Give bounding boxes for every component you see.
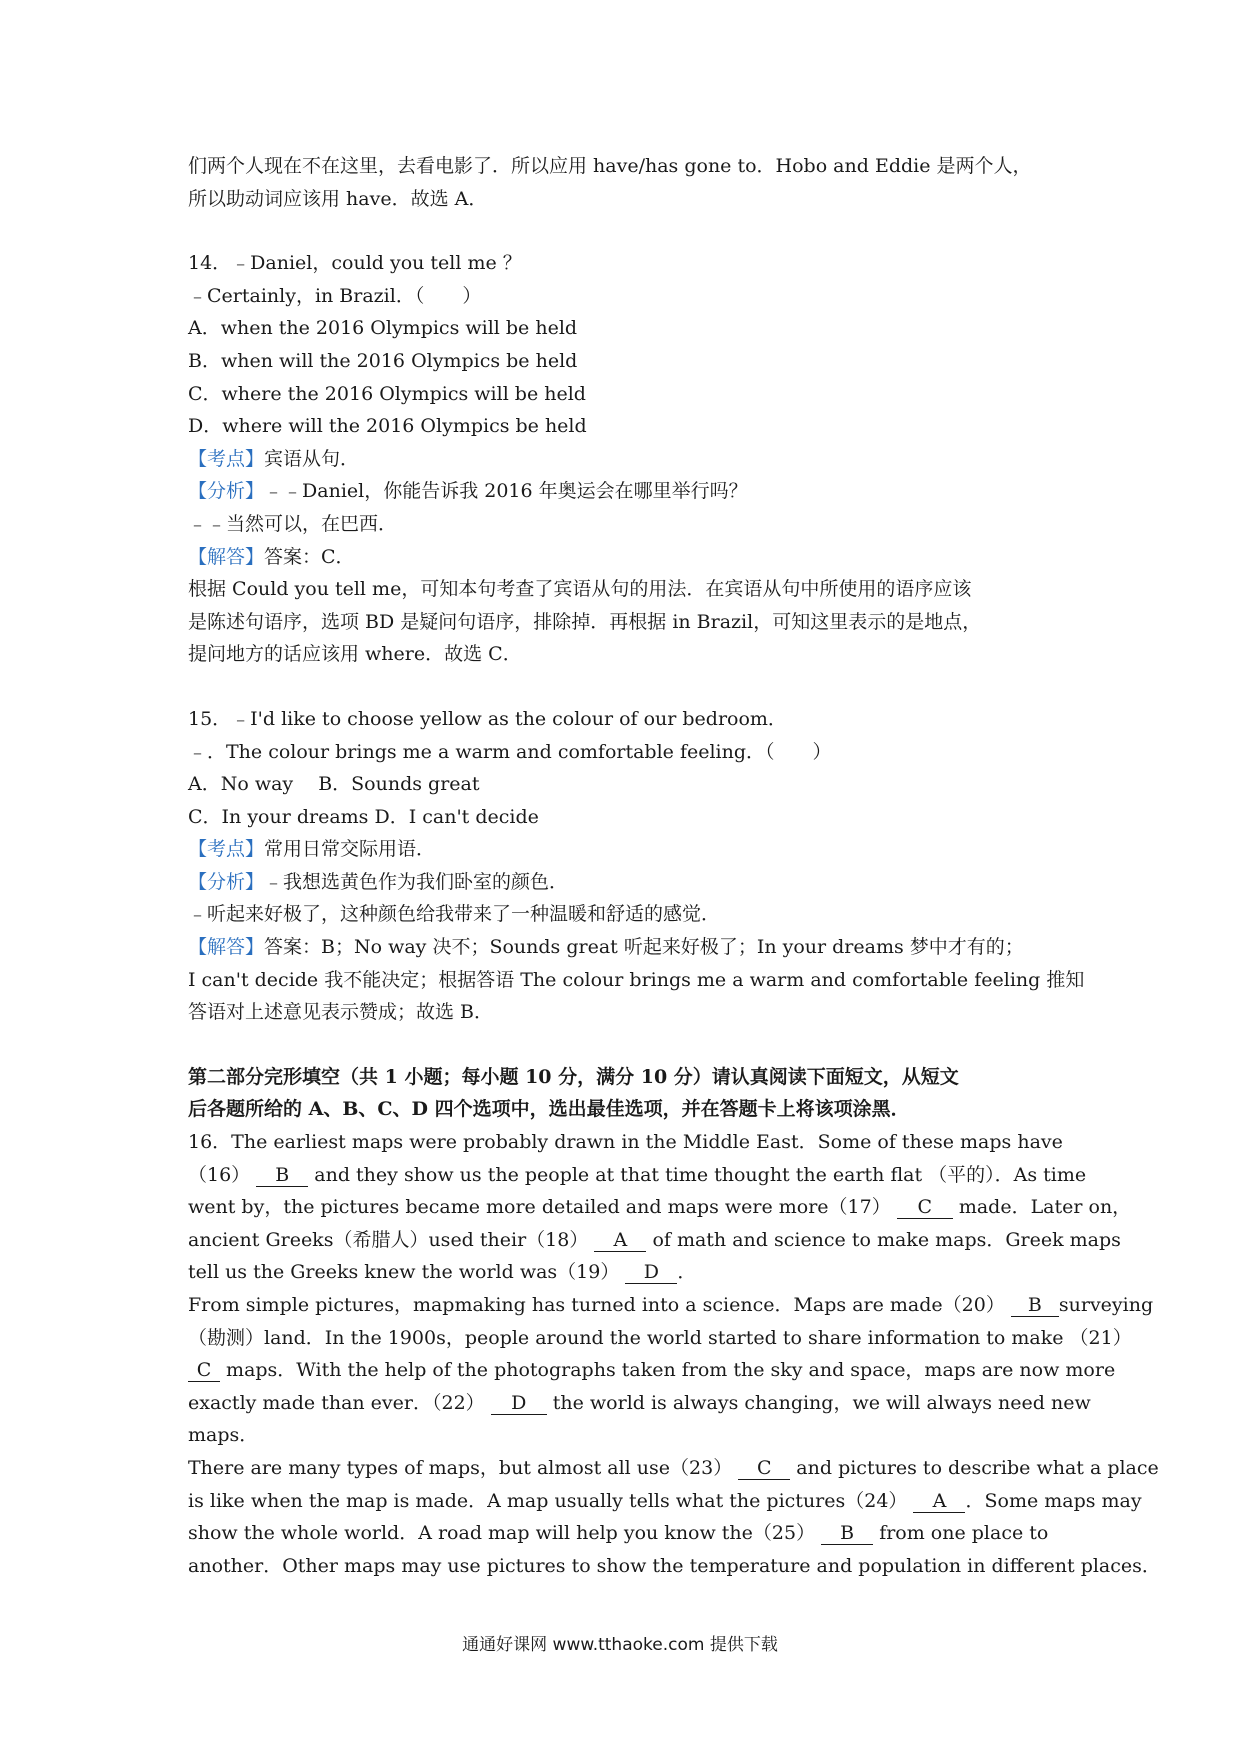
passage-text: exactly made than ever．（22） — [188, 1391, 485, 1414]
passage-text: made．Later on， — [958, 1196, 1132, 1219]
answer-blank-17: C — [897, 1196, 953, 1219]
passage-text: from one place to — [879, 1522, 1049, 1545]
q14-option-c: C．where the 2016 Olympics will be held — [188, 382, 586, 405]
answer-blank-21: C — [188, 1359, 220, 1382]
passage-text: surveying — [1058, 1294, 1154, 1316]
section-heading: 第二部分完形填空（共 1 小题；每小题 10 分，满分 10 分）请认真阅读下面短文，从短文 — [188, 1065, 959, 1088]
passage-line — [188, 1354, 1116, 1387]
intro-line: 所以助动词应该用 have．故选 A． — [188, 187, 488, 210]
answer-blank-25: B — [821, 1522, 873, 1545]
q15-option-ab: A．No way B．Sounds great — [188, 773, 480, 796]
passage-line — [188, 1256, 1058, 1289]
answer-blank-18: A — [594, 1229, 646, 1252]
passage-line: （勘测）land．In the 1900s，people around the world started to share information to make （21） — [188, 1326, 1132, 1349]
q15-fenxi-2: ﹣听起来好极了，这种颜色给我带来了一种温暖和舒适的感觉． — [188, 903, 721, 926]
answer-blank-16: B — [256, 1164, 308, 1187]
q15-option-cd: C．In your dreams D．I can't decide — [188, 805, 539, 828]
q14-question: 14．﹣Daniel，could you tell me ？ — [188, 252, 522, 275]
passage-line — [188, 1387, 1091, 1420]
passage-line: maps． — [188, 1424, 259, 1447]
passage-text: ．Some maps may — [965, 1489, 1142, 1512]
jieda-tag: 【解答】 — [188, 545, 265, 568]
answer-blank-20: B — [1011, 1294, 1059, 1317]
q15-kaodian — [188, 833, 1058, 866]
section-heading: 后各题所给的 A、B、C、D 四个选项中，选出最佳选项，并在答题卡上将该项涂黑． — [188, 1098, 910, 1121]
q14-fenxi — [188, 475, 1058, 508]
passage-line — [188, 1191, 1132, 1224]
passage-text: and pictures to describe what a place — [796, 1456, 1159, 1479]
passage-text: ． — [677, 1261, 697, 1284]
q14-option-d: D．where will the 2016 Olympics be held — [188, 415, 587, 438]
jieda-text: 答案：C． — [264, 545, 355, 568]
kaodian-text: 常用日常交际用语． — [264, 838, 436, 861]
passage-text: （16） — [188, 1163, 251, 1186]
q14-kaodian — [188, 443, 1058, 476]
passage-text: There are many types of maps，but almost all use（23） — [188, 1456, 733, 1479]
q14-reply: ﹣Certainly，in Brazil．（ ） — [188, 284, 482, 307]
q15-reply: ﹣．The colour brings me a warm and comfortable feeling．（ ） — [188, 740, 832, 763]
kaodian-text: 宾语从句． — [264, 447, 360, 470]
q14-explain: 是陈述句语序，选项 BD 是疑问句语序，排除掉．再根据 in Brazil，可知这里表示的是地点， — [188, 610, 982, 633]
page-content — [188, 150, 1161, 1582]
passage-text: of math and science to make maps．Greek maps — [652, 1228, 1121, 1251]
jieda-tag: 【解答】 — [188, 936, 265, 959]
intro-line: 们两个人现在不在这里，去看电影了．所以应用 have/has gone to．Hobo and Eddie 是两个人， — [188, 155, 1032, 177]
passage-line — [188, 1452, 1159, 1485]
answer-blank-24: A — [913, 1490, 965, 1513]
passage-line — [188, 1517, 1058, 1550]
passage-line — [188, 1289, 1154, 1322]
passage-line — [188, 1159, 1087, 1192]
fenxi-text: ﹣我想选黄色作为我们卧室的颜色． — [264, 870, 569, 893]
answer-blank-23: C — [738, 1457, 790, 1480]
fenxi-tag: 【分析】 — [188, 480, 265, 503]
q14-option-b: B．when will the 2016 Olympics be held — [188, 349, 578, 372]
passage-text: is like when the map is made．A map usually tells what the pictures（24） — [188, 1489, 908, 1512]
passage-text: maps．With the help of the photographs taken from the sky and space，maps are now more — [226, 1359, 1116, 1382]
page-footer: 通通好课网 www.tthaoke.com 提供下载 — [462, 1635, 778, 1655]
passage-line — [188, 1224, 1121, 1257]
q15-fenxi — [188, 866, 1058, 899]
passage-text: and they show us the people at that time thought the earth flat （平的）．As time — [314, 1163, 1087, 1186]
passage-line: 16．The earliest maps were probably drawn in the Middle East．Some of these maps have — [188, 1131, 1063, 1154]
passage-text: From simple pictures，mapmaking has turned into a science．Maps are made（20） — [188, 1294, 1005, 1316]
q14-explain: 提问地方的话应该用 where．故选 C． — [188, 643, 522, 666]
jieda-text: 答案：B；No way 决不；Sounds great 听起来好极了；In your dreams 梦中才有的； — [264, 936, 1024, 959]
kaodian-tag: 【考点】 — [188, 447, 265, 470]
kaodian-tag: 【考点】 — [188, 838, 265, 861]
q14-jieda — [188, 541, 1058, 574]
passage-text: ancient Greeks（希腊人）used their（18） — [188, 1228, 589, 1251]
passage-line: another．Other maps may use pictures to show the temperature and population in different places． — [188, 1554, 1161, 1577]
q15-explain: 答语对上述意见表示赞成；故选 B． — [188, 1001, 494, 1024]
passage-text: went by，the pictures became more detailed and maps were more（17） — [188, 1196, 891, 1219]
q14-option-a: A．when the 2016 Olympics will be held — [188, 317, 578, 340]
q14-fenxi-2: ﹣﹣当然可以，在巴西． — [188, 512, 398, 535]
passage-text: tell us the Greeks knew the world was（19） — [188, 1261, 620, 1284]
q15-explain: I can't decide 我不能决定；根据答语 The colour brings me a warm and comfortable feeling 推知 — [188, 968, 1085, 991]
q15-jieda — [188, 931, 1058, 964]
passage-text: the world is always changing，we will always need new — [552, 1391, 1091, 1414]
fenxi-tag: 【分析】 — [188, 870, 265, 893]
answer-blank-19: D — [625, 1261, 677, 1284]
answer-blank-22: D — [491, 1392, 547, 1415]
passage-text: show the whole world．A road map will help you know the（25） — [188, 1522, 816, 1545]
q14-explain: 根据 Could you tell me，可知本句考查了宾语从句的用法．在宾语从句中所使用的语序应该 — [188, 578, 972, 601]
q15-question: 15．﹣I'd like to choose yellow as the colour of our bedroom． — [188, 707, 787, 730]
passage-line — [188, 1485, 1142, 1518]
fenxi-text: ﹣﹣Daniel，你能告诉我 2016 年奥运会在哪里举行吗？ — [264, 480, 748, 503]
